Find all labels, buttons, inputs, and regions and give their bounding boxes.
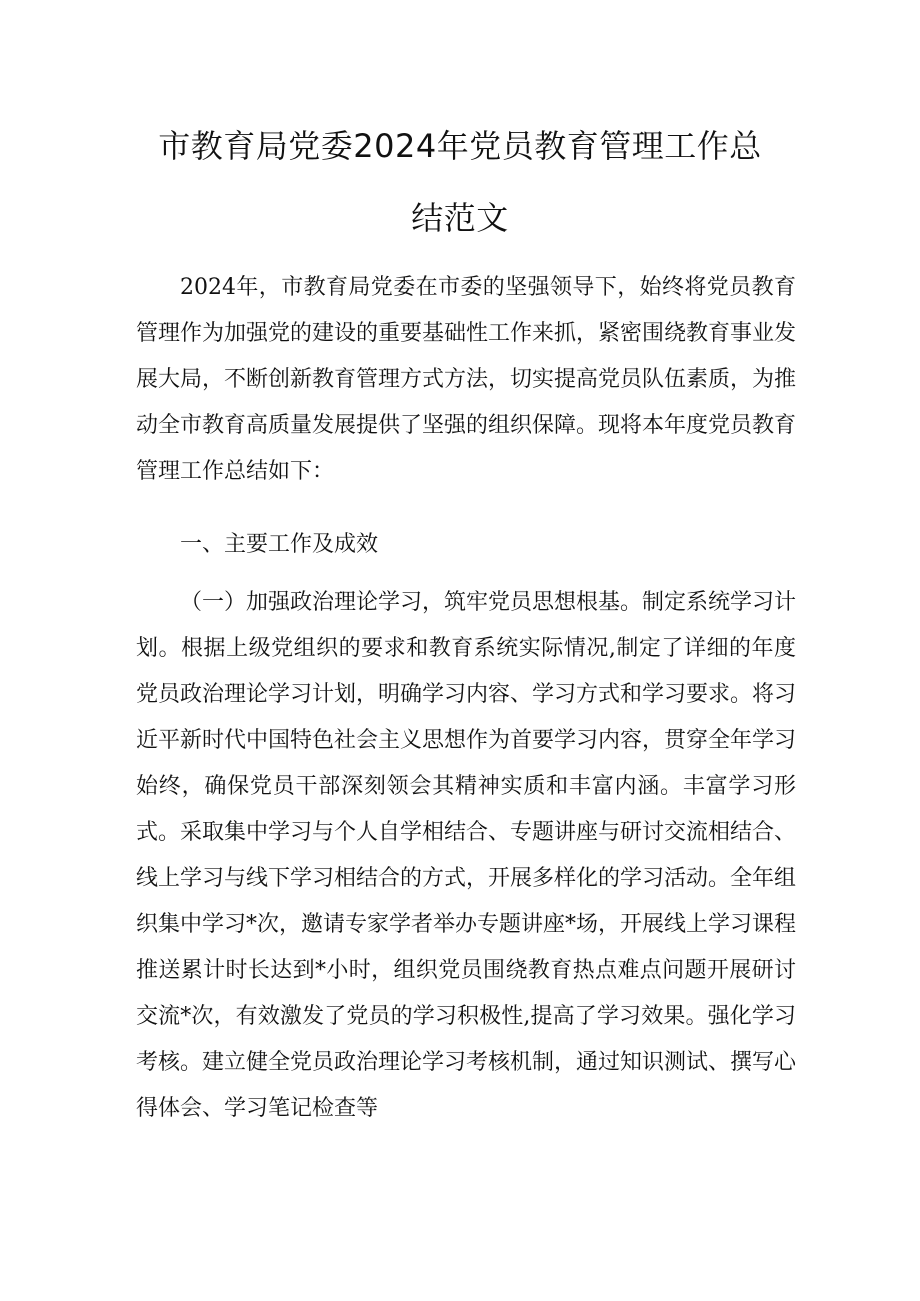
document-title-line-1: 市教育局党委2024年党员教育管理工作总 [158, 127, 762, 165]
intro-paragraph: 2024年，市教育局党委在市委的坚强领导下，始终将党员教育管理作为加强党的建设的重要基础性工作来抓，紧密围绕教育事业发展大局，不断创新教育管理方式方法，切实提高党员队伍素质，为推动全市教育高质量发展提供了坚强的组织保障。现将本年度党员教育管理工作总结如下： [136, 275, 797, 484]
section-heading: 一、主要工作及成效 [180, 532, 379, 557]
document-title-line-2: 结范文 [411, 199, 509, 237]
section-paragraph: （一）加强政治理论学习，筑牢党员思想根基。制定系统学习计划。根据上级党组织的要求和教育系统实际情况,制定了详细的年度党员政治理论学习计划，明确学习内容、学习方式和学习要求。将习近平新时代中国特色社会主义思想作为首要学习内容，贯穿全年学习始终，确保党员干部深刻领会其精神实质和丰富内涵。丰富学习形式。采取集中学习与个人自学相结合、专题讲座与研讨交流相结合、线上学习与线下学习相结合的方式，开展多样化的学习活动。全年组织集中学习*次，邀请专家学者举办专题讲座*场，开展线上学习课程推送累计时长达到*小时，组织党员围绕教育热点难点问题开展研讨交流*次，有效激发了党员的学习积极性,提高了学习效果。强化学习考核。建立健全党员政治理论学习考核机制，通过知识测试、撰写心得体会、学习笔记检查等 [136, 590, 797, 1121]
